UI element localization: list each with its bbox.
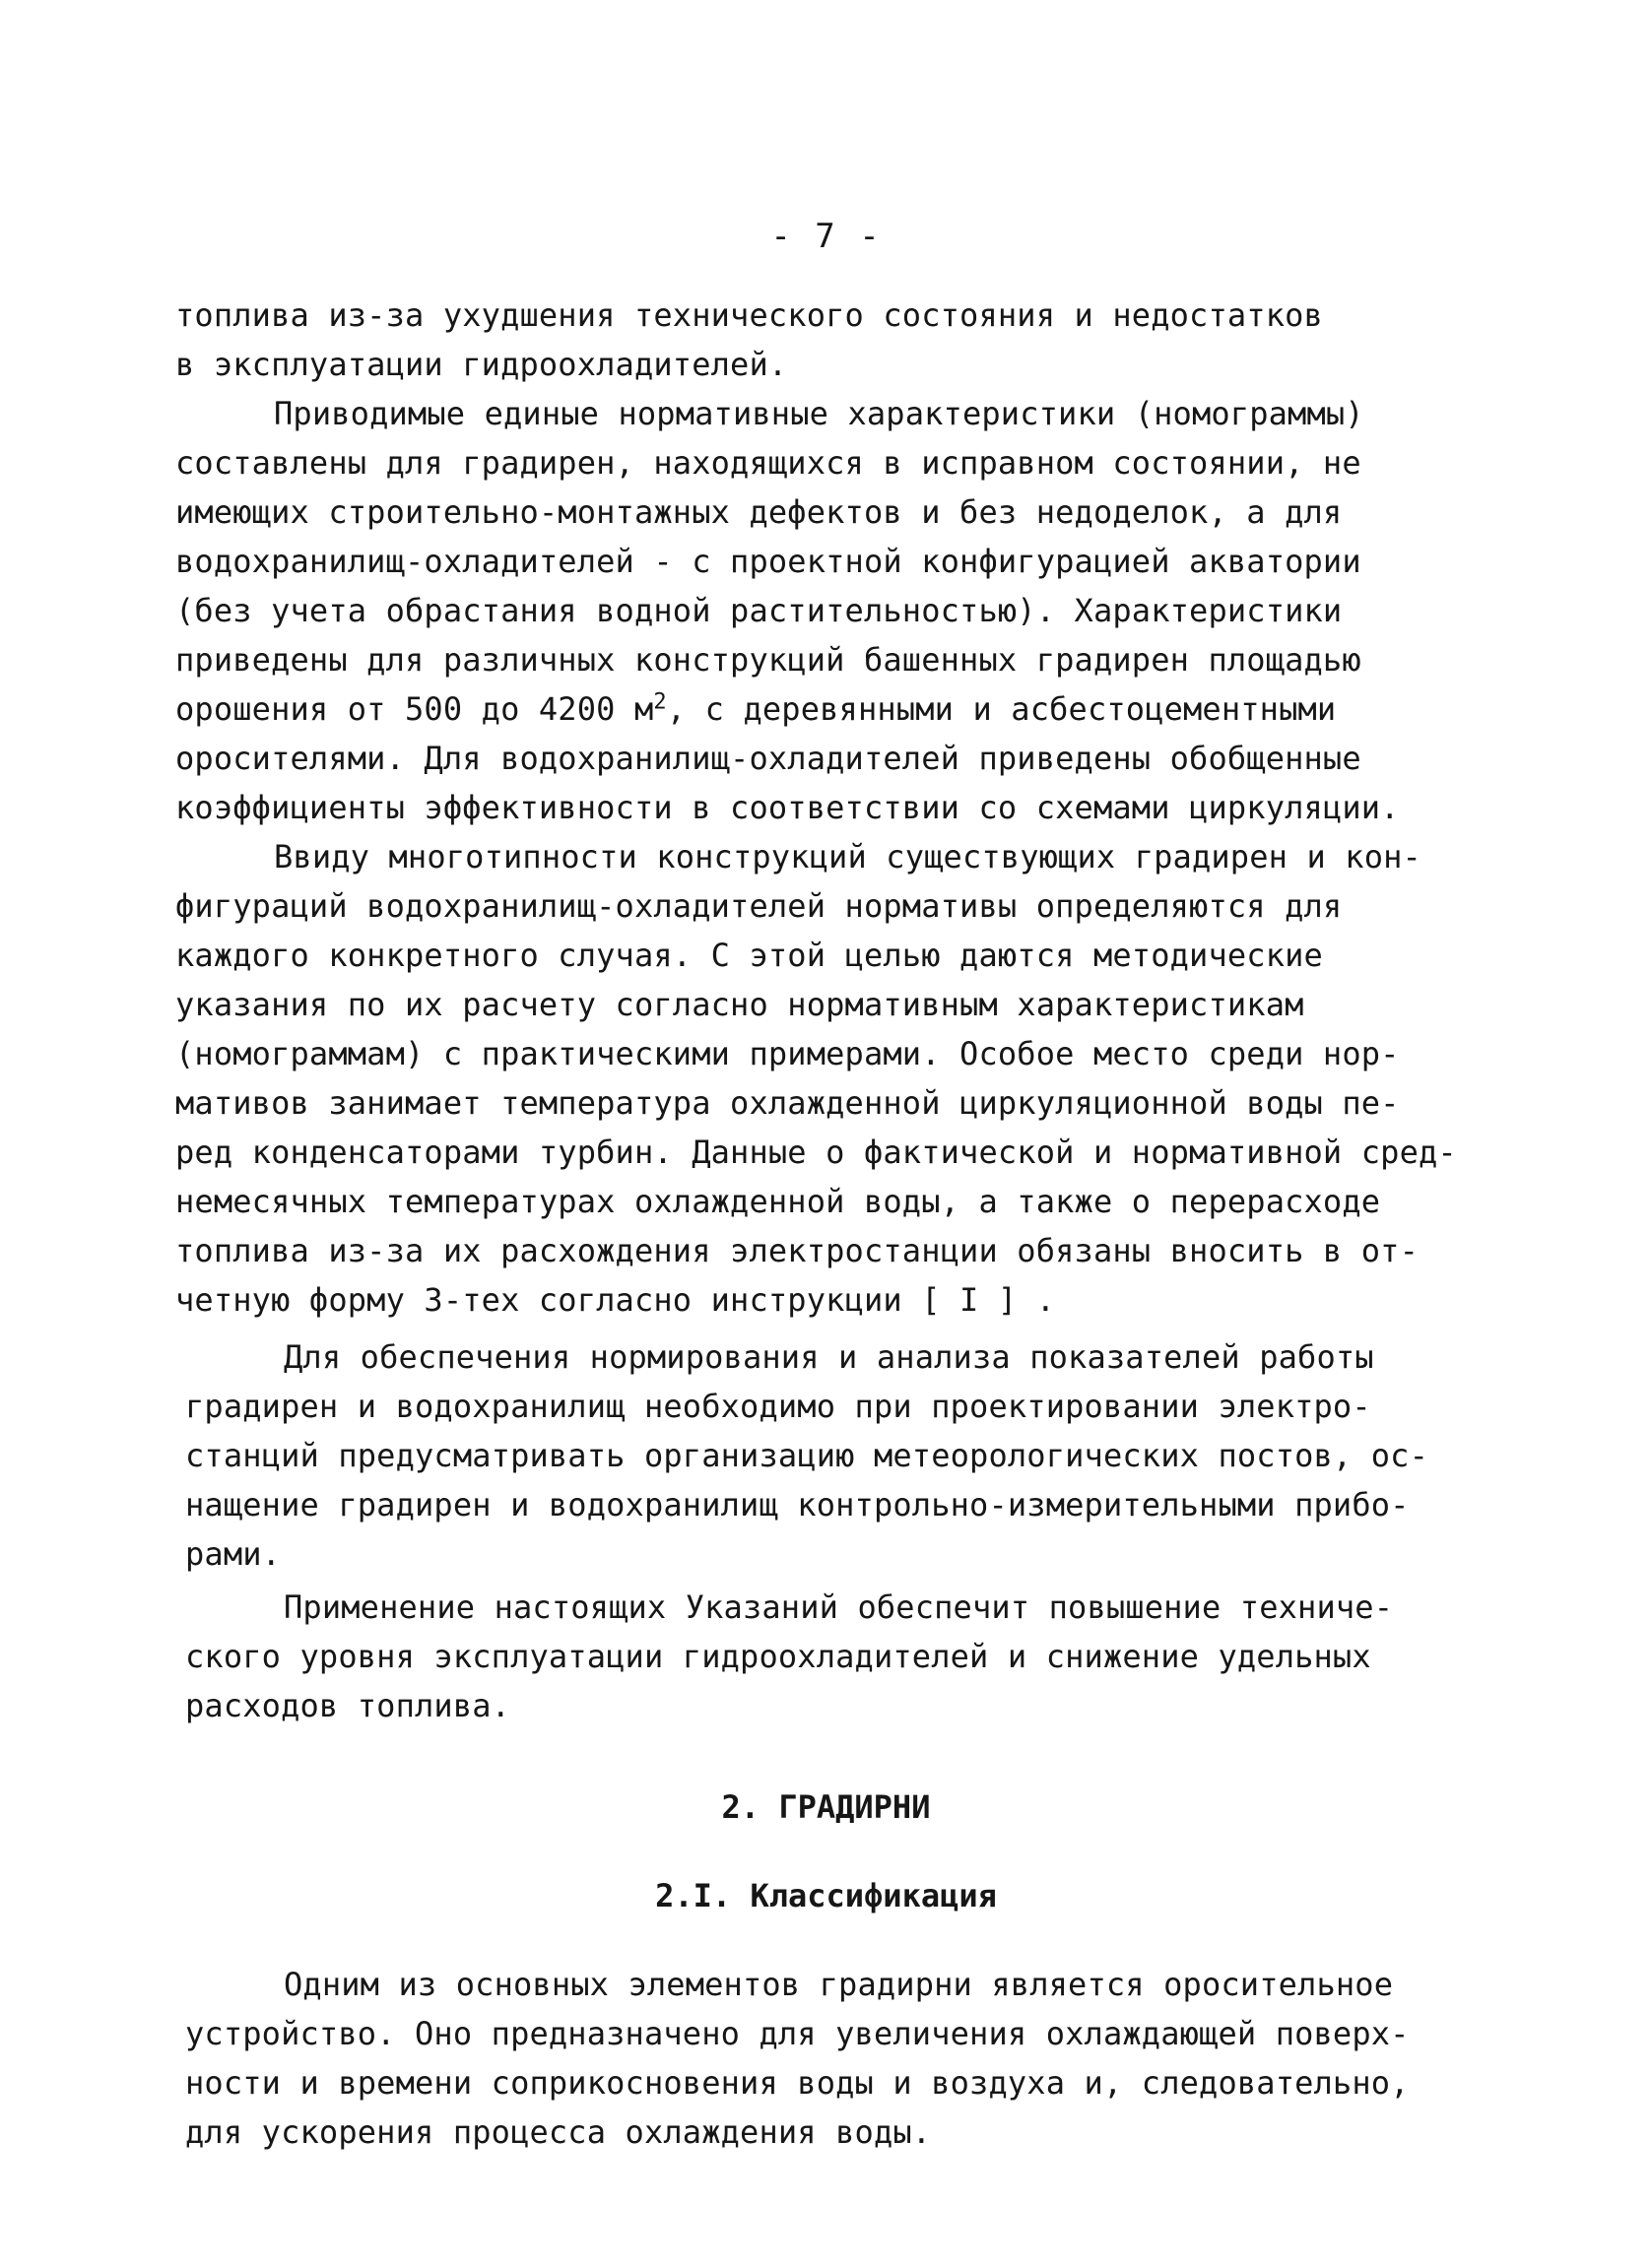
text-line: (без учета обрастания водной растительностью). Характеристики [175, 592, 1343, 629]
subsection-heading: 2.I. Классификация [655, 1877, 997, 1914]
text-line: топлива из-за их расхождения электростанции обязаны вносить в от- [175, 1232, 1420, 1269]
text-line: мативов занимает температура охлажденной циркуляционной воды пе- [175, 1084, 1400, 1122]
text-line: водохранилищ-охладителей - с проектной конфигурацией акватории [175, 543, 1361, 580]
text-line: коэффициенты эффективности в соответствии со схемами циркуляции. [175, 789, 1400, 826]
page-number: - 7 - [770, 217, 882, 256]
text-line: приведены для различных конструкций башенных градирен площадью [175, 641, 1361, 679]
area-text-tail: , с деревянными и асбестоцементными [666, 690, 1337, 728]
section-heading: 2. ГРАДИРНИ [721, 1788, 931, 1826]
text-line: Приводимые единые нормативные характеристики (номограммы) [274, 395, 1364, 432]
text-line: Одним из основных элементов градирни является оросительное [284, 1966, 1394, 2003]
area-text: орошения от 500 до 4200 м [175, 690, 654, 728]
text-line: рами. [185, 1535, 282, 1573]
text-line: устройство. Оно предназначено для увеличения охлаждающей поверх- [185, 2015, 1410, 2052]
text-line: ности и времени соприкосновения воды и воздуха и, следовательно, [185, 2064, 1410, 2102]
text-line: в эксплуатации гидроохладителей. [175, 346, 788, 383]
text-line: для ускорения процесса охлаждения воды. [185, 2113, 932, 2151]
text-line-area [175, 689, 1336, 729]
text-line: расходов топлива. [185, 1687, 511, 1724]
text-line: ского уровня эксплуатации гидроохладителей и снижение удельных [185, 1638, 1371, 1675]
text-line: четную форму 3-тех согласно инструкции [ I ] . [175, 1281, 1056, 1319]
text-line: градирен и водохранилищ необходимо при проектировании электро- [185, 1388, 1371, 1425]
text-line: Ввиду многотипности конструкций существующих градирен и кон- [274, 838, 1421, 875]
text-line: Применение настоящих Указаний обеспечит повышение техниче- [284, 1588, 1394, 1626]
text-line: каждого конкретного случая. С этой целью даются методические [175, 937, 1323, 974]
area-superscript: 2 [653, 689, 667, 715]
text-line: немесячных температурах охлажденной воды, а также о перерасходе [175, 1183, 1381, 1220]
text-line: составлены для градирен, находящихся в исправном состоянии, не [175, 444, 1361, 482]
text-line: фигураций водохранилищ-охладителей нормативы определяются для [175, 887, 1343, 925]
text-line: ред конденсаторами турбин. Данные о фактической и нормативной сред- [175, 1134, 1457, 1171]
text-line: (номограммам) с практическими примерами. Особое место среди нор- [175, 1035, 1400, 1072]
text-line: Для обеспечения нормирования и анализа показателей работы [284, 1338, 1374, 1376]
text-line: нащение градирен и водохранилищ контрольно-измерительными прибо- [185, 1486, 1410, 1523]
text-line: имеющих строительно-монтажных дефектов и без недоделок, а для [175, 493, 1343, 531]
text-line: указания по их расчету согласно нормативным характеристикам [175, 986, 1304, 1023]
text-line: станций предусматривать организацию метеорологических постов, ос- [185, 1437, 1429, 1474]
text-line: оросителями. Для водохранилищ-охладителей приведены обобщенные [175, 740, 1361, 777]
text-line: топлива из-за ухудшения технического состояния и недостатков [175, 296, 1323, 334]
